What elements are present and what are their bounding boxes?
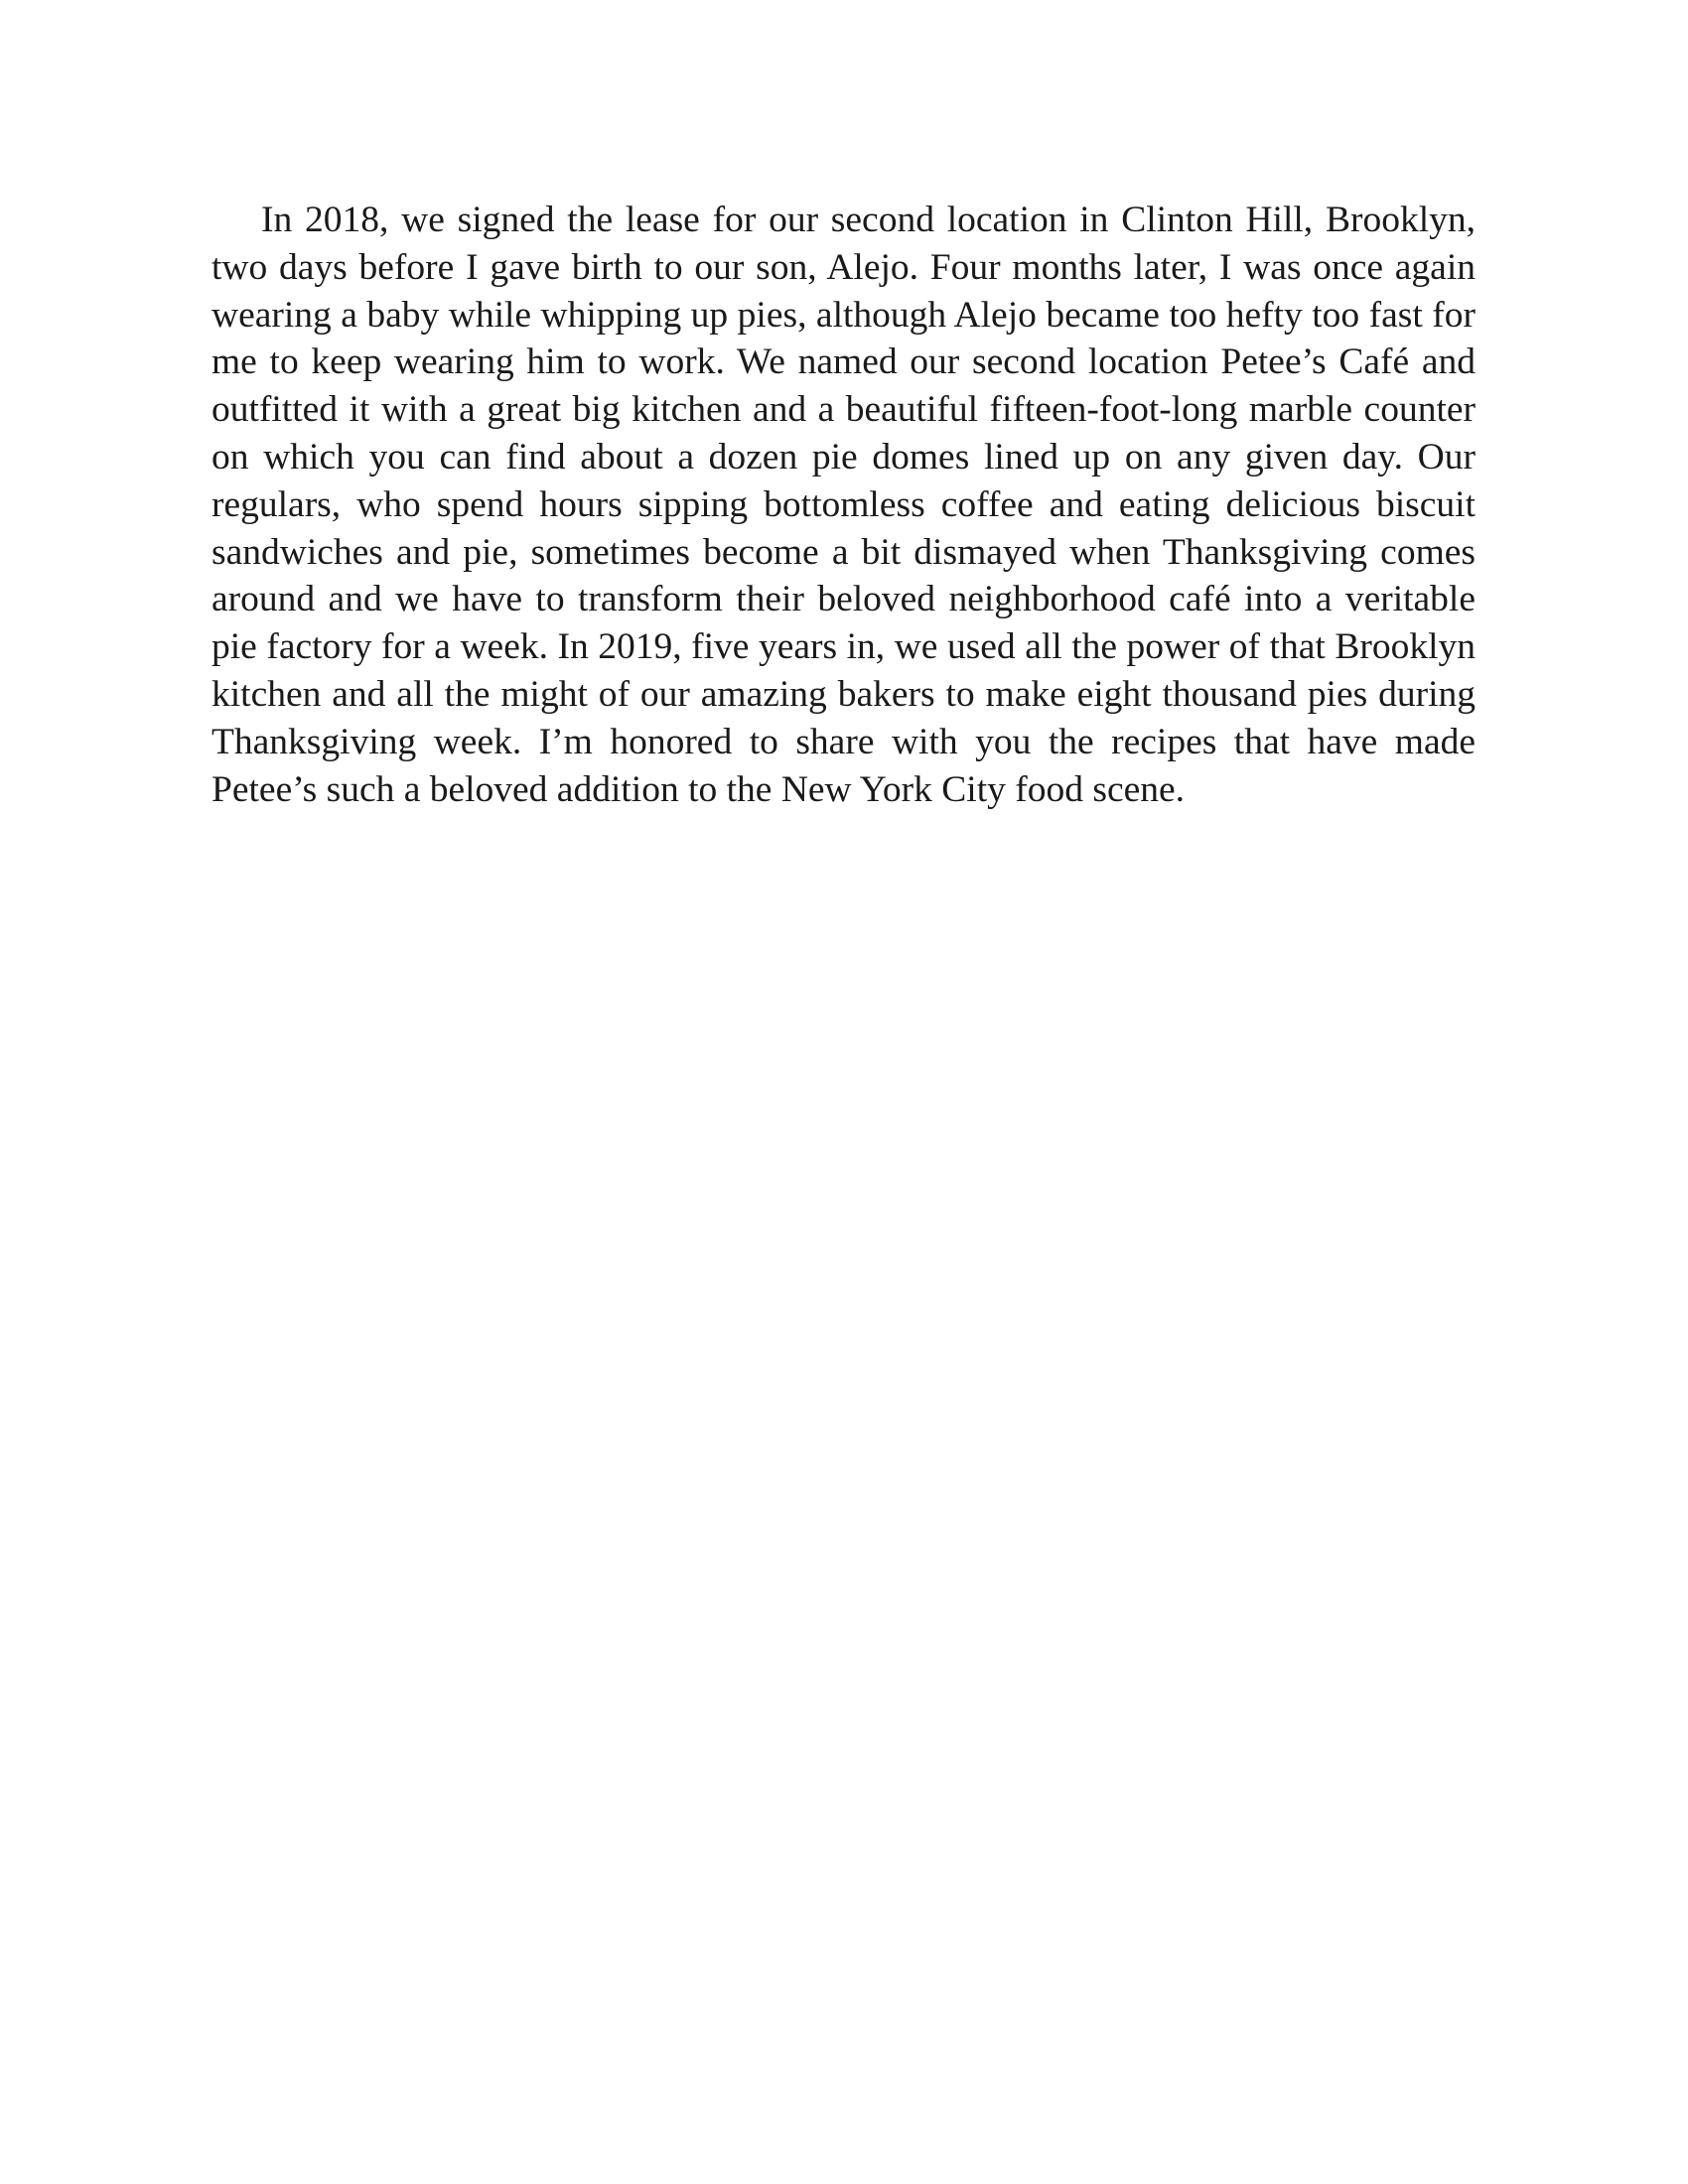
body-paragraph: In 2018, we signed the lease for our second location in Clinton Hill, Brooklyn, two days before I gave birth to our son, Alejo. Four months later, I was once again wearing a baby while whipping up pies, although Alejo became too hefty too fast for me to keep wearing him to work. We named our second location Petee’s Café and outfitted it with a great big kitchen and a beautiful fifteen-foot-long marble counter on which you can find about a dozen pie domes lined up on any given day. Our regulars, who spend hours sipping bottomless coffee and eating delicious biscuit sandwiches and pie, sometimes become a bit dismayed when Thanksgiving comes around and we have to transform their beloved neighborhood café into a veritable pie factory for a week. In 2019, five years in, we used all the power of that Brooklyn kitchen and all the might of our amazing bakers to make eight thousand pies during Thanksgiving week. I’m honored to share with you the recipes that have made Petee’s such a beloved addition to the New York City food scene. xyxy=(211,200,1476,810)
